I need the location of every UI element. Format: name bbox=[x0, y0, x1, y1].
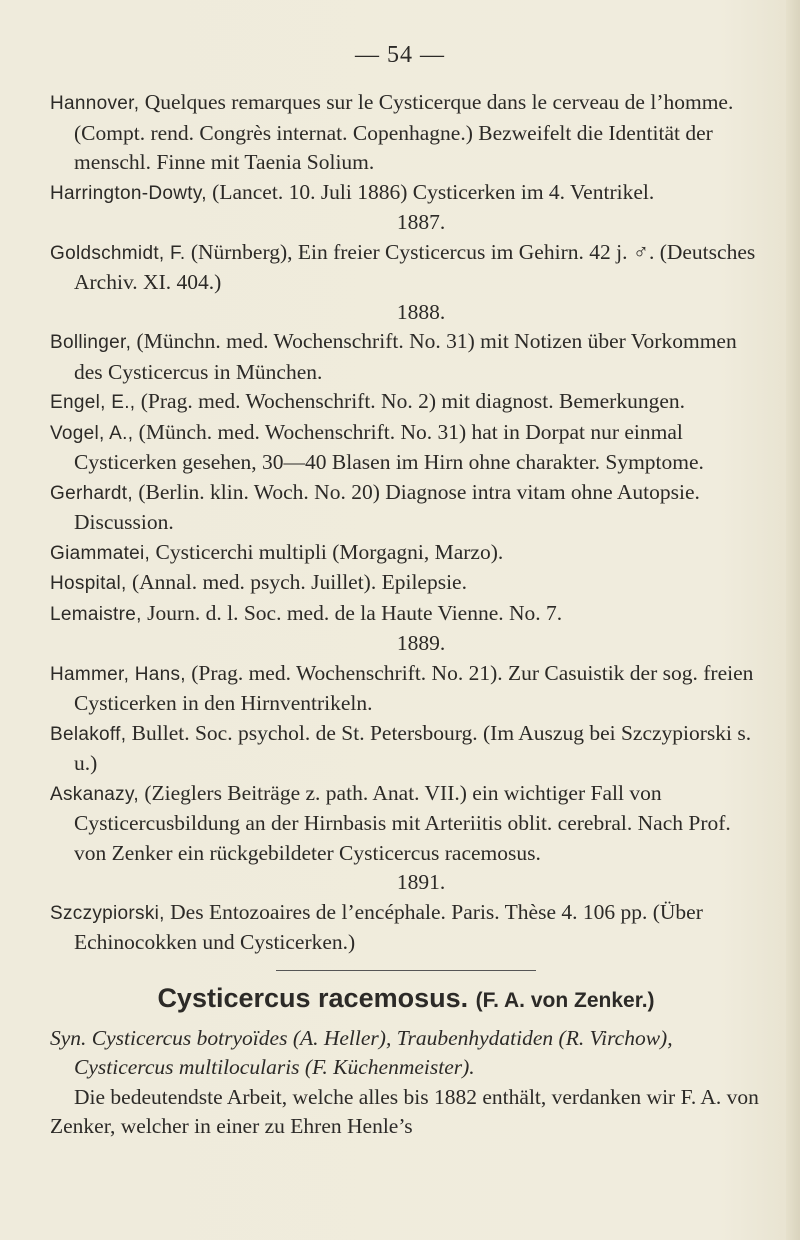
page-number: — 54 — bbox=[355, 42, 445, 68]
body-paragraph: Die bedeutendste Arbeit, welche alles bis 1882 enthält, verdanken wir F. A. von Zenker, welcher in einer zu Ehren Henle’s bbox=[50, 1084, 759, 1138]
entry-text: (Münchn. med. Wochenschrift. No. 31) mit Notizen über Vorkommen des Cysticercus in München. bbox=[74, 329, 737, 384]
entry-text: (Annal. med. psych. Juillet). Epilepsie. bbox=[126, 570, 467, 594]
bibliography-entry bbox=[50, 478, 762, 538]
entry-text: (Prag. med. Wochenschrift. No. 2) mit diagnost. Bemerkungen. bbox=[135, 389, 685, 413]
bibliography-entry bbox=[50, 568, 762, 599]
entry-author: Hannover, bbox=[50, 93, 140, 114]
entry-text: Cysticerchi multipli (Morgagni, Marzo). bbox=[150, 539, 504, 564]
entry-author: Goldschmidt, F. bbox=[50, 242, 186, 264]
entry-author: Giammatei, bbox=[50, 542, 151, 564]
entry-text: Quelques remarques sur le Cysticerque dans le cerveau de l’homme. (Compt. rend. Congrès internat. Copenhagne.) Bezweifelt die Identität der menschl. Finne mit Taenia Solium. bbox=[74, 90, 734, 174]
bibliography-entry bbox=[50, 779, 762, 869]
bibliography bbox=[50, 88, 762, 1142]
entry-author: Engel, E., bbox=[50, 392, 136, 413]
synonyms-paragraph: Syn. Cysticercus botryoïdes (A. Heller), Traubenhydatiden (R. Virchow), Cysticercus multilocularis (F. Küchenmeister). bbox=[50, 1025, 673, 1079]
entry-author: Bollinger, bbox=[50, 332, 132, 353]
year-heading-1888: 1888. bbox=[396, 299, 446, 324]
entry-text: (Zieglers Beiträge z. path. Anat. VII.) ein wichtiger Fall von Cysticercusbildung an der Hirnbasis mit Arteriitis oblit. cerebral. Nach Prof. von Zenker ein rückgebildeter Cysticercus racemosus. bbox=[74, 780, 731, 865]
bibliography-entry bbox=[50, 327, 762, 387]
entry-text: (Berlin. klin. Woch. No. 20) Diagnose intra vitam ohne Autopsie. Discussion. bbox=[74, 479, 700, 534]
bibliography-entry bbox=[50, 238, 762, 298]
entry-text: (Prag. med. Wochenschrift. No. 21). Zur Casuistik der sog. freien Cysticerken in den Hirnventrikeln. bbox=[74, 660, 754, 715]
entry-author: Gerhardt, bbox=[50, 482, 133, 504]
entry-text: Journ. d. l. Soc. med. de la Haute Vienne. No. 7. bbox=[141, 600, 563, 625]
entry-text: Bullet. Soc. psychol. de St. Petersbourg. (Im Auszug bei Szczypiorski s. u.) bbox=[74, 720, 752, 775]
bibliography-entry bbox=[50, 599, 762, 630]
section-divider bbox=[276, 970, 536, 971]
entry-text: (Lancet. 10. Juli 1886) Cysticerken im 4. Ventrikel. bbox=[206, 179, 655, 204]
entry-text: Des Entozoaires de l’encéphale. Paris. Thèse 4. 106 pp. (Über Echinocokken und Cysticerken.) bbox=[74, 899, 703, 954]
bibliography-entry bbox=[50, 538, 762, 569]
year-heading-1889: 1889. bbox=[396, 631, 446, 655]
section-heading bbox=[50, 981, 762, 1018]
bibliography-entry bbox=[50, 418, 762, 478]
entry-text: (Nürnberg), Ein freier Cysticercus im Gehirn. 42 j. ♂. (Deutsches Archiv. XI. 404.) bbox=[74, 239, 756, 294]
bibliography-entry bbox=[50, 719, 762, 779]
page-edge bbox=[786, 0, 800, 1240]
entry-author: Askanazy, bbox=[50, 783, 139, 805]
entry-author: Szczypiorski, bbox=[50, 902, 165, 924]
entry-text: (Münch. med. Wochenschrift. No. 31) hat in Dorpat nur einmal Cysticerken gesehen, 30—40 Blasen im Hirn ohne charakter. Symptome. bbox=[74, 419, 704, 474]
year-heading-1887: 1887. bbox=[396, 210, 446, 234]
entry-author: Vogel, A., bbox=[50, 422, 134, 444]
section-title: Cysticercus racemosus. bbox=[157, 982, 469, 1013]
entries-group-1888 bbox=[50, 327, 762, 629]
bibliography-entry bbox=[50, 898, 762, 958]
bibliography-entry bbox=[50, 88, 762, 178]
entry-author: Hammer, Hans, bbox=[50, 663, 186, 685]
entries-group-a bbox=[50, 88, 762, 208]
entries-group-1891 bbox=[50, 898, 762, 958]
entry-author: Lemaistre, bbox=[50, 603, 142, 625]
entry-author: Harrington-Dowty, bbox=[50, 182, 207, 204]
entry-author: Belakoff, bbox=[50, 723, 127, 745]
entries-group-1887 bbox=[50, 238, 762, 298]
year-heading-1891: 1891. bbox=[396, 870, 446, 894]
entry-author: Hospital, bbox=[50, 573, 127, 594]
section-attribution: (F. A. von Zenker.) bbox=[475, 988, 655, 1012]
bibliography-entry bbox=[50, 178, 762, 209]
bibliography-entry bbox=[50, 387, 762, 418]
entries-group-1889 bbox=[50, 659, 762, 869]
bibliography-entry bbox=[50, 659, 762, 719]
